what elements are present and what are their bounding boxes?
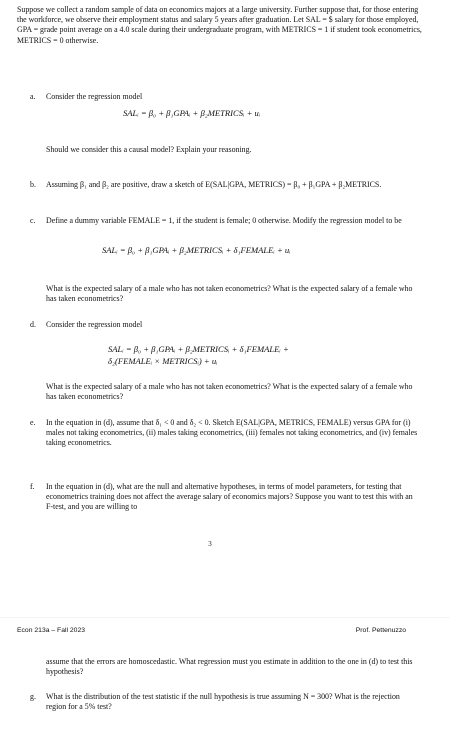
- footer-course: Econ 213a – Fall 2023: [17, 627, 86, 634]
- part-e-label: e.: [30, 418, 36, 427]
- part-a-label: a.: [30, 92, 36, 101]
- part-f-text: In the equation in (d), what are the null and alternative hypotheses, in terms of model parameters, for testing that econometrics training does not affect the average salary of economics majors? Suppose you want to test this with an F-test, and you are willing to: [46, 482, 413, 512]
- part-e-text: In the equation in (d), assume that δ₁ < 0 and δ₂ < 0. Sketch E(SAL|GPA, METRICS, FEMALE) versus GPA for (i) males not taking econometrics, (ii) males taking econometrics, (iii) females not taking econometrics, and (iv) females taking econometrics.: [46, 418, 418, 448]
- part-a-question: Should we consider this a causal model? Explain your reasoning.: [46, 145, 252, 154]
- part-a-lead: Consider the regression model: [46, 92, 143, 101]
- part-d-equation-line1: SALᵢ = β₀ + β₁GPAᵢ + β₂METRICSᵢ + δ₁FEMALEᵢ +: [108, 344, 289, 354]
- part-b-label: b.: [30, 180, 36, 189]
- part-c-text: Define a dummy variable FEMALE = 1, if the student is female; 0 otherwise. Modify the regression model to be: [46, 216, 402, 225]
- part-d-equation-line2: δ₂(FEMALEᵢ × METRICSᵢ) + uᵢ: [108, 356, 218, 366]
- part-f-continued: assume that the errors are homoscedastic. What regression must you estimate in addition to the one in (d) to test this hypothesis?: [46, 657, 413, 677]
- part-d-lead: Consider the regression model: [46, 320, 143, 329]
- part-b-text: Assuming β₁ and β₂ are positive, draw a sketch of E(SAL|GPA, METRICS) = β₀ + β₁GPA + β₂METRICS.: [46, 180, 382, 189]
- part-c-question: What is the expected salary of a male who has not taken econometrics? What is the expected salary of a female who has taken econometrics?: [46, 284, 413, 304]
- part-g-text: What is the distribution of the test statistic if the null hypothesis is true assuming N = 300? What is the rejection region for a 5% test?: [46, 692, 400, 712]
- part-a-equation: SALᵢ = β₀ + β₁GPAᵢ + β₂METRICSᵢ + uᵢ: [123, 108, 261, 118]
- part-c-equation: SALᵢ = β₀ + β₁GPAᵢ + β₂METRICSᵢ + δ₁FEMALEᵢ + uᵢ: [102, 245, 291, 255]
- intro-paragraph: Suppose we collect a random sample of data on economics majors at a large university. Further suppose that, for those entering the workforce, we observe their employment status and salary 5 years after graduation. Let SAL = $ salary for those employed, GPA = grade point average on a 4.0 scale during their undergraduate program, with METRICS = 1 if student took econometrics, METRICS = 0 otherwise.: [17, 5, 422, 45]
- part-d-question: What is the expected salary of a male who has not taken econometrics? What is the expected salary of a female who has taken econometrics?: [46, 382, 413, 402]
- page-separator: [0, 617, 450, 618]
- part-g-label: g.: [30, 692, 36, 701]
- footer-instructor: Prof. Pettenuzzo: [355, 627, 406, 634]
- part-c-label: c.: [30, 216, 36, 225]
- page-number: 3: [208, 540, 212, 548]
- part-d-label: d.: [30, 320, 36, 329]
- part-f-label: f.: [30, 482, 35, 491]
